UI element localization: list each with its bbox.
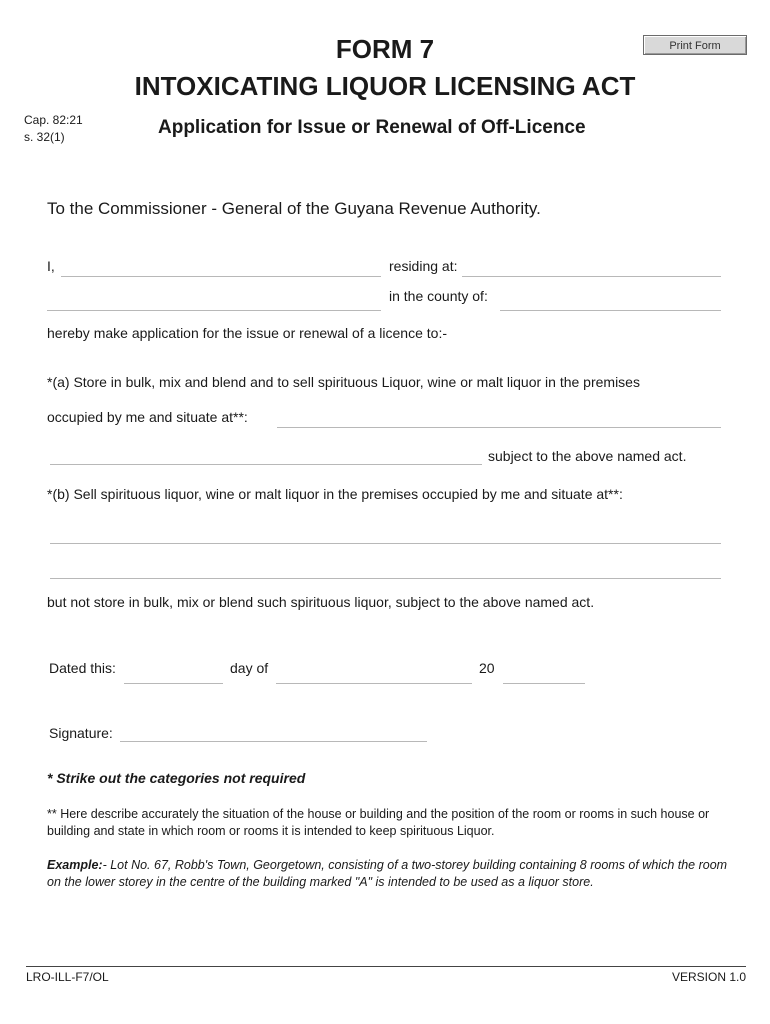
- residing-label: residing at:: [389, 258, 458, 274]
- strike-out-note: * Strike out the categories not required: [47, 770, 306, 786]
- addressee: To the Commissioner - General of the Guyana Revenue Authority.: [47, 199, 541, 218]
- option-a-premises-continued-field[interactable]: [50, 446, 482, 465]
- cap-line-1: Cap. 82:21: [24, 113, 83, 127]
- residing-at-field[interactable]: [462, 258, 721, 277]
- act-title: INTOXICATING LIQUOR LICENSING ACT: [134, 71, 636, 101]
- version-label: VERSION 1.0: [671, 970, 746, 984]
- form-code: LRO-ILL-F7/OL: [26, 970, 109, 984]
- subject-to-text: subject to the above named act.: [488, 448, 687, 464]
- option-b-text: *(b) Sell spirituous liquor, wine or malt liquor in the premises occupied by me and situate at**:: [47, 486, 623, 502]
- print-form-button[interactable]: Print Form: [643, 35, 747, 55]
- example-label: Example:: [47, 858, 103, 872]
- but-not-text: but not store in bulk, mix or blend such spirituous liquor, subject to the above named act.: [47, 594, 595, 610]
- example-note: [47, 857, 737, 891]
- dated-day-field[interactable]: [124, 665, 223, 684]
- example-text: - Lot No. 67, Robb's Town, Georgetown, consisting of a two-storey building containing 8 rooms of which the room on the lower storey in the centre of the building marked "A" is intended to be used as a liquor store.: [47, 858, 728, 889]
- signature-field[interactable]: [120, 723, 427, 742]
- footer-divider: [26, 966, 746, 967]
- option-b-premises-field-2[interactable]: [50, 560, 721, 579]
- hereby-text: hereby make application for the issue or renewal of a licence to:-: [47, 325, 447, 341]
- describe-note: ** Here describe accurately the situation of the house or building and the position of the room or rooms in such house or building and state in which room or rooms it is intended to keep spirituous Liquor.: [47, 807, 710, 838]
- year-field[interactable]: [503, 665, 585, 684]
- month-field[interactable]: [276, 665, 472, 684]
- dated-label: Dated this:: [49, 660, 116, 676]
- applicant-name-field[interactable]: [61, 258, 381, 277]
- form-number: FORM 7: [335, 34, 435, 64]
- cap-reference: [24, 112, 83, 146]
- year-prefix: 20: [479, 660, 495, 676]
- form-subtitle: Application for Issue or Renewal of Off-Licence: [158, 117, 586, 138]
- option-a-premises-field[interactable]: [277, 409, 721, 428]
- county-field[interactable]: [500, 292, 721, 311]
- residence-continued-field[interactable]: [47, 292, 381, 311]
- county-label: in the county of:: [389, 288, 488, 304]
- cap-line-2: s. 32(1): [24, 130, 65, 144]
- option-b-premises-field-1[interactable]: [50, 525, 721, 544]
- option-a-line-1: *(a) Store in bulk, mix and blend and to sell spirituous Liquor, wine or malt liquor in the premises: [47, 374, 640, 390]
- option-a-line-2: occupied by me and situate at**:: [47, 409, 248, 425]
- i-label: I,: [47, 258, 55, 274]
- day-of-label: day of: [230, 660, 269, 676]
- signature-label: Signature:: [49, 725, 113, 741]
